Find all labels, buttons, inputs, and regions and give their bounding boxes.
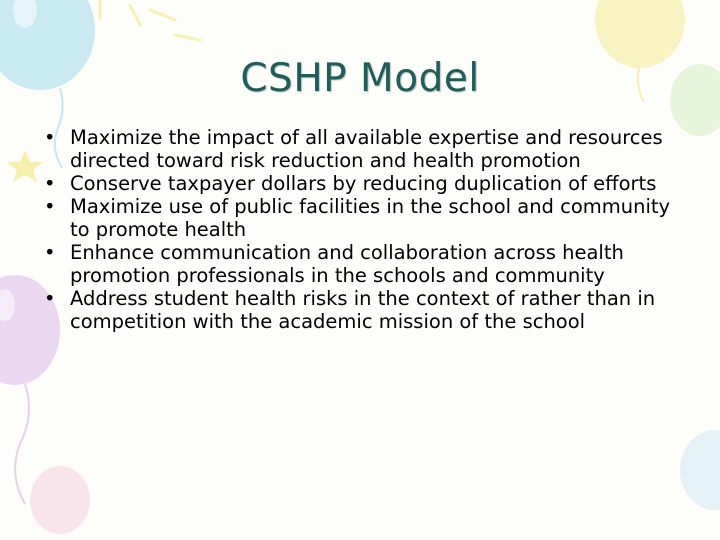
star-icon xyxy=(7,150,43,182)
balloon-pink-icon xyxy=(30,466,90,534)
slide-title: CSHP Model xyxy=(240,56,480,101)
bullet-item: • Maximize the impact of all available expertise and resources directed toward risk reduction and health promotion xyxy=(42,126,682,172)
bullet-item: • Maximize use of public facilities in the school and community to promote health xyxy=(42,195,682,241)
bullet-item: • Enhance communication and collaboration across health promotion professionals in the schools and community xyxy=(42,241,682,287)
bullet-list xyxy=(42,126,682,333)
bullet-item: • Address student health risks in the context of rather than in competition with the academic mission of the school xyxy=(42,287,682,333)
balloon-right-icon xyxy=(680,430,720,510)
sun-rays-decoration xyxy=(100,0,200,40)
bullet-item: • Conserve taxpayer dollars by reducing duplication of efforts xyxy=(42,172,682,195)
